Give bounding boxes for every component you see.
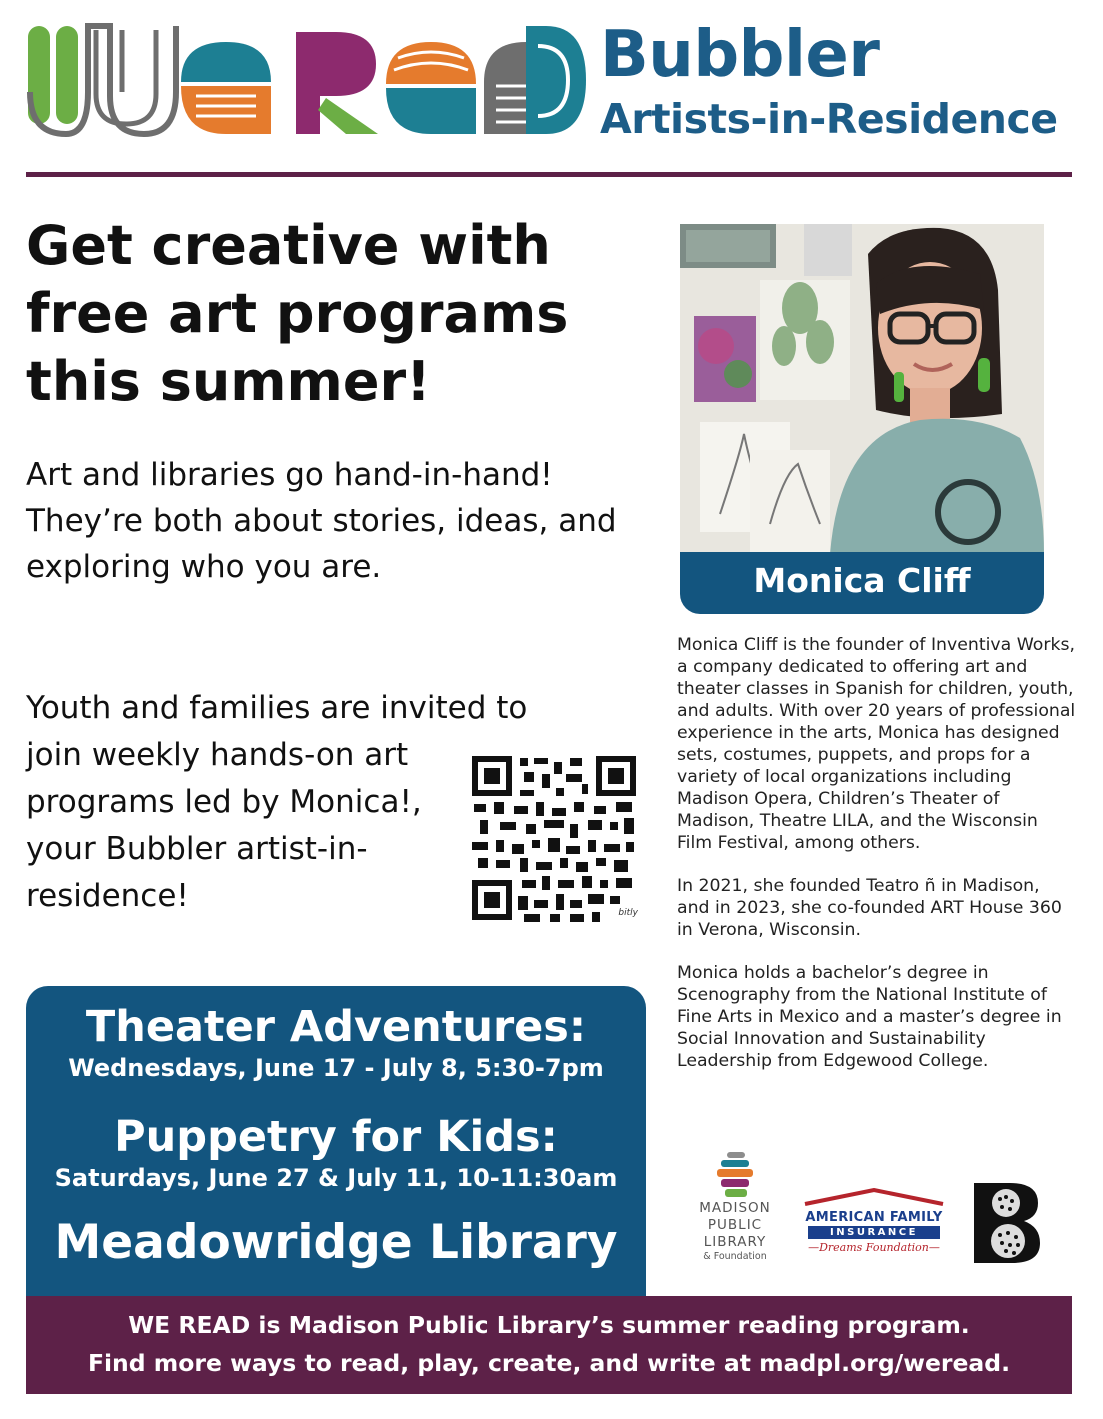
mpl-line-1: MADISON [699,1200,771,1216]
intro-paragraph: Art and libraries go hand-in-hand! They’re both about stories, ideas, and exploring who you are. [26,457,617,585]
header-divider [26,172,1072,177]
qr-code[interactable] [470,754,638,924]
bubbler-title: Bubbler [600,18,880,92]
qr-code-graphic [470,754,638,924]
headline-line-3: this summer! [26,350,431,413]
artist-bio [677,634,1077,1093]
event-2-date: Saturdays, June 27 & July 11, 10-11:30am [54,1164,618,1192]
headline-line-2: free art programs [26,282,569,345]
footer-banner [26,1296,1072,1394]
amfam-line-2: INSURANCE [808,1226,940,1239]
artist-name-banner: Monica Cliff [680,552,1044,614]
artist-photo [680,224,1044,554]
american-family-logo [798,1188,950,1260]
headline [26,212,646,416]
invite-paragraph [26,685,528,920]
footer-line-2: Find more ways to read, play, create, and write at madpl.org/weread. [87,1349,1011,1377]
mpl-line-3: LIBRARY [703,1234,767,1250]
bubbler-logo [972,1183,1040,1263]
event-location: Meadowridge Library [54,1215,618,1270]
event-1-date: Wednesdays, June 17 - July 8, 5:30-7pm [68,1054,604,1082]
roof-icon [801,1188,947,1206]
event-2-title: Puppetry for Kids: [114,1112,558,1162]
bio-paragraph-2: In 2021, she founded Teatro ñ in Madison, and in 2023, she co-founded ART House 360 in Verona, Wisconsin. [677,876,1062,940]
headline-line-1: Get creative with [26,214,551,277]
invite-line-1: Youth and families are invited to [26,690,528,726]
bio-paragraph-1: Monica Cliff is the founder of Inventiva Works, a company dedicated to offering art and theater classes in Spanish for children, youth, and adults. With over 20 years of professional experience in the arts, Monica has designed sets, costumes, puppets, and props for a variety of local organizations including Madison Opera, Children’s Theater of Madison, Theatre LILA, and the Wisconsin Film Festival, among others. [677,635,1076,853]
book-stack-icon [715,1152,755,1198]
madison-public-library-logo [692,1152,778,1272]
mpl-line-2: PUBLIC [707,1217,763,1233]
event-1-title: Theater Adventures: [85,1002,587,1052]
invite-rest: join weekly hands-on art programs led by Monica!, your Bubbler artist-in-residence! [26,737,422,914]
bio-paragraph-3: Monica holds a bachelor’s degree in Scenography from the National Institute of Fine Arts in Mexico and a master’s degree in Social Innovation and Sustainability Leadership from Edgewood College. [677,963,1062,1071]
qr-label: bitly [618,908,638,918]
we-read-logo [26,22,586,140]
mpl-line-4: & Foundation [703,1251,767,1262]
amfam-line-3: —Dreams Foundation— [808,1241,940,1254]
footer-line-1: WE READ is Madison Public Library’s summer reading program. [128,1311,970,1339]
amfam-line-1: AMERICAN FAMILY [805,1210,943,1225]
bubbler-subtitle: Artists-in-Residence [600,95,1058,143]
events-panel [26,986,646,1296]
